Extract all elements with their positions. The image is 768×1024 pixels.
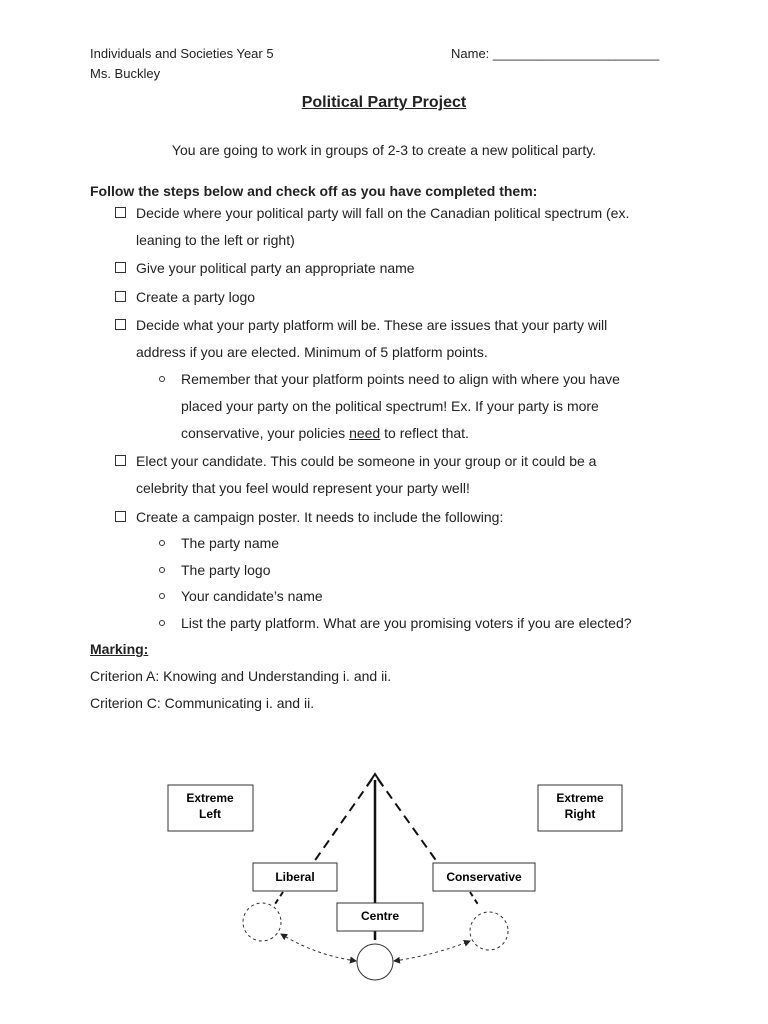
left-dashed-line <box>311 779 372 866</box>
sub-note-line-1: Remember that your platform points need to align with where you have <box>181 371 620 387</box>
step-4-line-2: address if you are elected. Minimum of 5 platform points. <box>136 344 488 360</box>
poster-item-1: The party name <box>181 535 280 551</box>
student-name-field[interactable]: Name: _______________________ <box>451 46 660 61</box>
centre-circle <box>357 944 393 980</box>
step-1-line-1: Decide where your political party will fall on the Canadian political spectrum (ex. <box>136 205 630 221</box>
step-6-line-1: Create a campaign poster. It needs to include the following: <box>136 509 504 525</box>
step-3-line-1: Create a party logo <box>136 289 256 305</box>
left-curved-arrow <box>281 934 356 961</box>
step-2-line-1: Give your political party an appropriate name <box>136 260 415 276</box>
criterion-c: Criterion C: Communicating i. and ii. <box>90 695 315 711</box>
step-5-line-2: celebrity that you feel would represent your party well! <box>136 480 470 496</box>
centre-label: Centre <box>360 909 400 923</box>
criterion-a: Criterion A: Knowing and Understanding i. and ii. <box>90 668 392 684</box>
right-dashed-line <box>378 779 440 866</box>
left-dashed-circle <box>243 903 281 941</box>
intro-text: You are going to work in groups of 2-3 to create a new political party. <box>171 142 597 158</box>
sub-note-line-2: placed your party on the political spectrum! Ex. If your party is more <box>181 398 599 414</box>
extreme-left-label-1: Extreme <box>186 791 234 805</box>
page-title: Political Party Project <box>301 94 467 111</box>
extreme-left-label-2: Left <box>199 807 221 821</box>
extreme-right-label-1: Extreme <box>556 791 604 805</box>
course-title: Individuals and Societies Year 5 <box>90 46 274 61</box>
step-1-line-2: leaning to the left or right) <box>136 232 295 248</box>
conservative-label: Conservative <box>446 870 522 884</box>
extreme-right-label-2: Right <box>564 807 596 821</box>
poster-item-2: The party logo <box>181 562 271 578</box>
poster-item-4: List the party platform. What are you promising voters if you are elected? <box>181 615 632 631</box>
liberal-label: Liberal <box>275 870 315 884</box>
marking-heading: Marking: <box>90 641 149 657</box>
right-dashed-circle <box>470 912 508 950</box>
steps-heading: Follow the steps below and check off as you have completed them: <box>90 183 538 199</box>
right-curved-arrow <box>394 941 470 961</box>
step-4-line-1: Decide what your party platform will be. These are issues that your party will <box>136 317 608 333</box>
step-5-line-1: Elect your candidate. This could be someone in your group or it could be a <box>136 453 597 469</box>
liberal-connector <box>275 892 283 904</box>
sub-note-line-3: conservative, your policies need to reflect that. <box>181 425 469 441</box>
teacher-name: Ms. Buckley <box>90 66 161 81</box>
emphasis-need: need <box>349 425 381 441</box>
poster-item-3: Your candidate’s name <box>181 588 323 604</box>
conservative-connector <box>470 892 479 906</box>
